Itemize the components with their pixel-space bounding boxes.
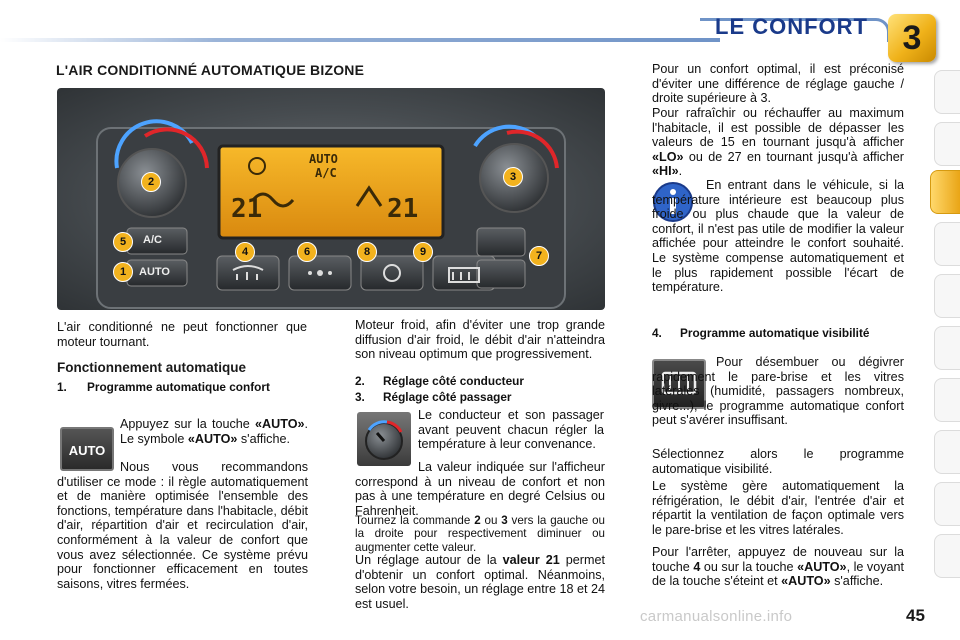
callout-6: 6 bbox=[297, 242, 317, 262]
item-3-number: 3. bbox=[355, 390, 365, 404]
chapter-tab[interactable] bbox=[934, 70, 960, 114]
chapter-tab[interactable] bbox=[934, 274, 960, 318]
chapter-tab[interactable] bbox=[934, 122, 960, 166]
item-4-text-1: Pour désembuer ou dégivrer rapidement le pare-brise et les vitres latérales (humidité, passagers nombreux, givre...), le programme automatique confort peut s'avérer insuffisant. bbox=[652, 355, 904, 428]
callout-2: 2 bbox=[141, 172, 161, 192]
header-rule bbox=[0, 38, 720, 42]
item-1-text-2: Nous vous recommandons d'utiliser ce mode : il règle automatiquement et de manière optimisée l'ensemble des fonctions, température dans l'habitacle, débit d'air, répartition d'air et recirculation d'air, conformément à la valeur de confort que vous avez sélectionnée. Ce système prévu pour fonctionner efficacement en toutes saisons, vitres fermées. bbox=[57, 460, 308, 591]
display-temp-left: 21 bbox=[231, 194, 263, 224]
auto-button-icon: AUTO bbox=[60, 427, 114, 471]
item-3-text-2: La valeur indiquée sur l'afficheur correspond à un niveau de confort et non pas à une température en degré Celsius ou Fahrenheit. bbox=[355, 460, 605, 518]
chapter-badge: 3 bbox=[888, 14, 936, 62]
item-3-text-4: Un réglage autour de la valeur 21 permet d'obtenir un confort optimal. Néanmoins, selon votre besoin, un réglage entre 18 et 24 est usuel. bbox=[355, 553, 605, 611]
auto-button-label: AUTO bbox=[139, 266, 170, 278]
comfort-difference-text: Pour un confort optimal, il est préconisé d'éviter une différence de réglage gauche / droite supérieure à 3. bbox=[652, 62, 904, 106]
intro-text: L'air conditionné ne peut fonctionner que moteur tournant. bbox=[57, 320, 307, 349]
chapter-tab-active[interactable] bbox=[930, 170, 960, 214]
cold-engine-text: Moteur froid, afin d'éviter une trop grande diffusion d'air froid, le débit d'air n'atteindra son niveau optimum que progressivement. bbox=[355, 318, 605, 362]
chapter-tab[interactable] bbox=[934, 326, 960, 370]
item-3-title: Réglage côté passager bbox=[383, 390, 512, 404]
page-header bbox=[0, 0, 960, 58]
ac-button-label: A/C bbox=[143, 234, 162, 246]
page-number: 45 bbox=[906, 606, 925, 625]
item-2-number: 2. bbox=[355, 374, 365, 388]
item-2-title: Réglage côté conducteur bbox=[383, 374, 524, 388]
watermark: carmanualsonline.info bbox=[640, 608, 793, 625]
item-4-text-4: Pour l'arrêter, appuyez de nouveau sur la touche 4 ou sur la touche «AUTO», le voyant de la touche s'éteint et «AUTO» s'affiche. bbox=[652, 545, 905, 589]
item-3-text-3: Tournez la commande 2 ou 3 vers la gauche ou la droite pour respectivement diminuer ou augmenter cette valeur. bbox=[355, 514, 605, 554]
item-1-title: Programme automatique confort bbox=[87, 380, 270, 394]
chapter-tab[interactable] bbox=[934, 482, 960, 526]
chapter-tab[interactable] bbox=[934, 534, 960, 578]
item-3-text-1: Le conducteur et son passager avant peuvent chacun régler la température à leur convenance. bbox=[418, 408, 604, 452]
lo-hi-text: Pour rafraîchir ou réchauffer au maximum l'habitacle, il est possible de dépasser les valeurs de 15 en tournant jusqu'à afficher «LO» ou de 27 en tournant jusqu'à afficher «HI». bbox=[652, 106, 904, 179]
callout-9: 9 bbox=[413, 242, 433, 262]
callout-4: 4 bbox=[235, 242, 255, 262]
item-4-text-2: Sélectionnez alors le programme automatique visibilité. bbox=[652, 447, 904, 476]
climate-panel-photo bbox=[57, 88, 605, 310]
item-1-number: 1. bbox=[57, 380, 67, 394]
item-4-number: 4. bbox=[652, 326, 662, 340]
temperature-knob-icon bbox=[357, 412, 411, 466]
page-title: LE CONFORT bbox=[715, 14, 868, 39]
chapter-tabs bbox=[930, 70, 960, 630]
chapter-tab[interactable] bbox=[934, 222, 960, 266]
display-ac-label: A/C bbox=[315, 166, 337, 180]
display-auto-label: AUTO bbox=[309, 152, 338, 166]
item-4-title: Programme automatique visibilité bbox=[680, 326, 870, 340]
callout-7: 7 bbox=[529, 246, 549, 266]
chapter-tab[interactable] bbox=[934, 378, 960, 422]
callout-5: 5 bbox=[113, 232, 133, 252]
callout-1: 1 bbox=[113, 262, 133, 282]
item-1-text-1: Appuyez sur la touche «AUTO». Le symbole «AUTO» s'affiche. bbox=[120, 417, 308, 446]
subheading-automatic: Fonctionnement automatique bbox=[57, 360, 246, 375]
display-temp-right: 21 bbox=[387, 194, 419, 224]
info-text: En entrant dans le véhicule, si la température intérieure est beaucoup plus froide ou plus chaude que la valeur de confort, il n'est pas utile de modifier la valeur affichée pour atteindre le confort souhaité. Le système compense automatiquement et le plus rapidement possible l'écart de température. bbox=[652, 178, 904, 295]
item-4-text-3: Le système gère automatiquement la réfrigération, le débit d'air, l'entrée d'air et répartit la ventilation de façon optimale vers le pare-brise et les vitres latérales. bbox=[652, 479, 904, 537]
section-title: L'AIR CONDITIONNÉ AUTOMATIQUE BIZONE bbox=[56, 62, 365, 78]
callout-8: 8 bbox=[357, 242, 377, 262]
callout-3: 3 bbox=[503, 167, 523, 187]
chapter-tab[interactable] bbox=[934, 430, 960, 474]
